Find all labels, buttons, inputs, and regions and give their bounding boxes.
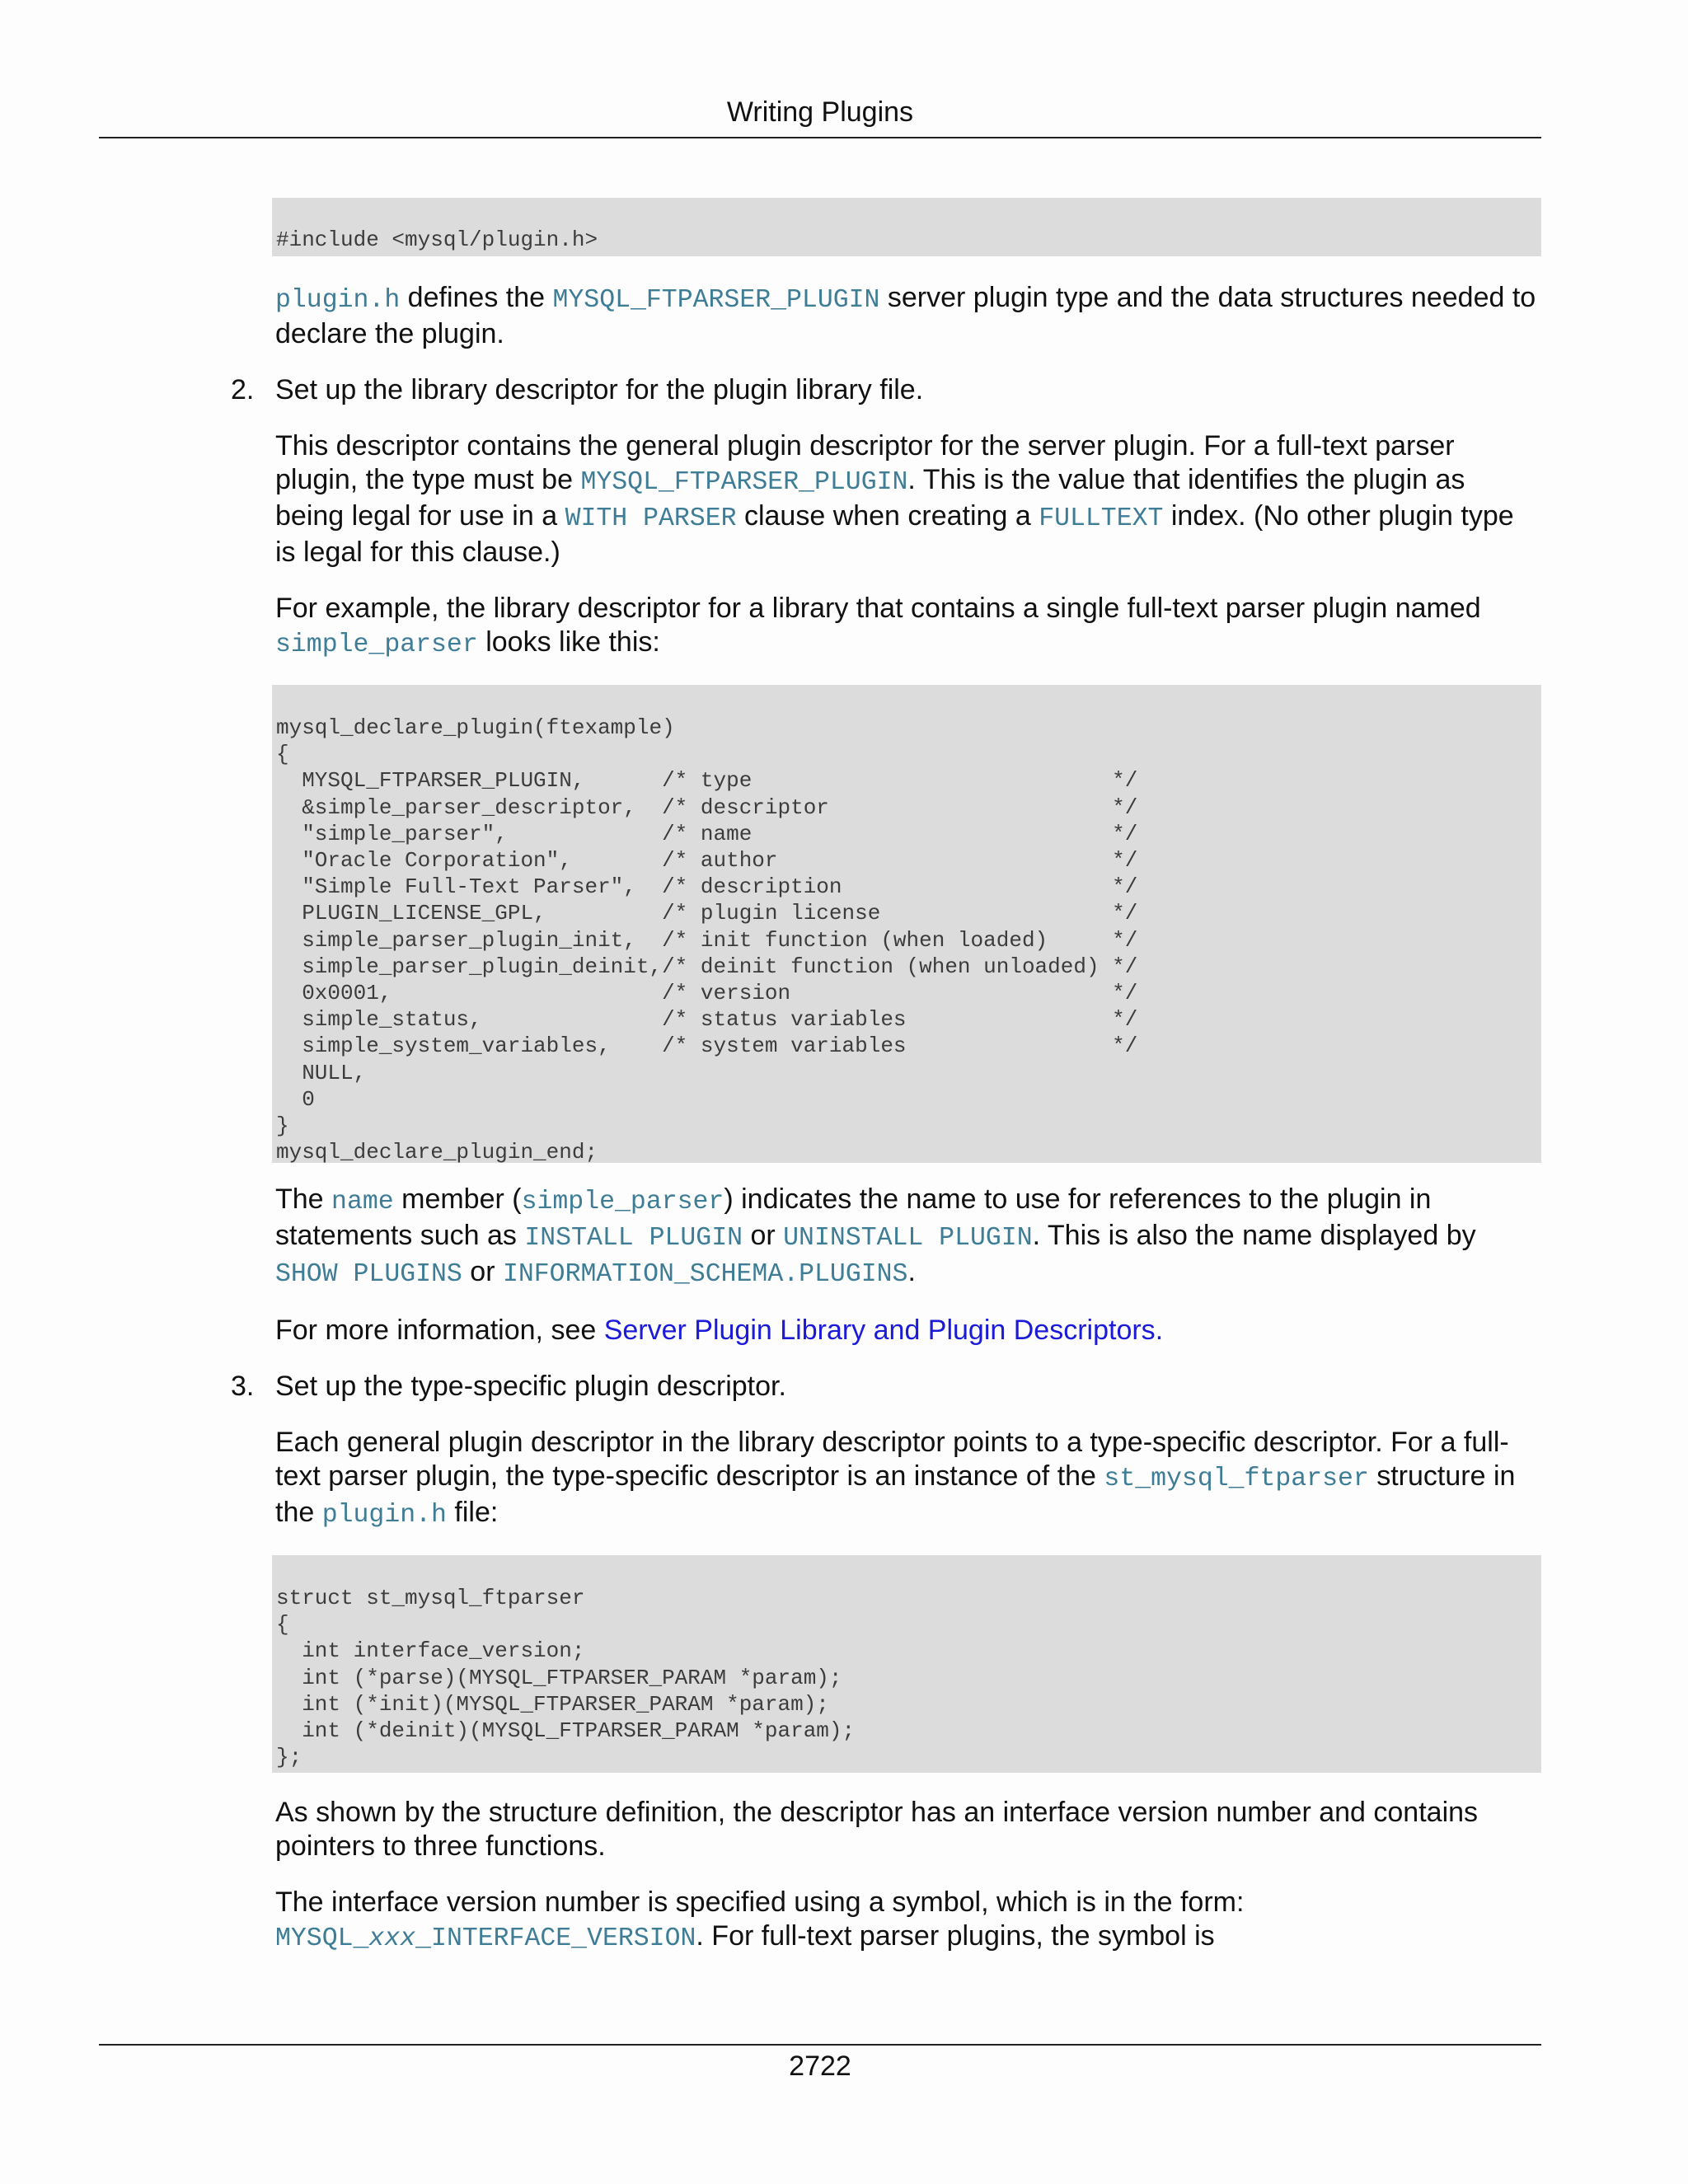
code-block-include: #include <mysql/plugin.h>	[272, 198, 1541, 256]
step-3	[231, 1370, 1541, 1404]
code-plugin-h: plugin.h	[275, 286, 401, 315]
code-ftparser-plugin: MYSQL_FTPARSER_PLUGIN	[552, 286, 880, 315]
code-block-struct: struct st_mysql_ftparser { int interface_version; int (*parse)(MYSQL_FTPARSER_PARAM *param); int (*init)(MYSQL_FTPARSER_PARAM *param); int (*deinit)(MYSQL_FTPARSER_PARAM *param); };	[272, 1555, 1541, 1773]
link-server-plugin-library[interactable]: Server Plugin Library and Plugin Descriptors	[603, 1315, 1156, 1346]
step-2	[231, 373, 1541, 407]
page-content	[231, 198, 1541, 1956]
paragraph-plugin-h: plugin.h defines the MYSQL_FTPARSER_PLUGIN server plugin type and the data structures needed to declare the plugin.	[275, 282, 1536, 349]
paragraph-shown-by: As shown by the structure definition, the descriptor has an interface version number and contains pointers to three functions.	[275, 1797, 1479, 1862]
step-2-text: Set up the library descriptor for the plugin library file.	[275, 374, 924, 405]
paragraph-each-descriptor: Each general plugin descriptor in the library descriptor points to a type-specific descriptor. For a full-text parser plugin, the type-specific descriptor is an instance of the st_mysql_ftparser structure in the plugin.h file:	[275, 1427, 1516, 1530]
page-number: 2722	[789, 2050, 851, 2082]
page-header: Writing Plugins	[726, 96, 914, 128]
paragraph-descriptor: This descriptor contains the general plugin descriptor for the server plugin. For a full-text parser plugin, the type must be MYSQL_FTPARSER_PLUGIN. This is the value that identifies the plugin as being legal for use in a WITH PARSER clause when creating a FULLTEXT index. (No other plugin type is legal for this clause.)	[275, 430, 1514, 568]
step-2-number: 2.	[231, 374, 255, 405]
footer-rule	[99, 2044, 1541, 2046]
step-3-number: 3.	[231, 1371, 255, 1402]
paragraph-name-member: The name member (simple_parser) indicates the name to use for references to the plugin in statements such as INSTALL PLUGIN or UNINSTALL PLUGIN. This is also the name displayed by SHOW PLUGINS or INFORMATION_SCHEMA.PLUGINS.	[275, 1183, 1476, 1289]
header-rule	[99, 137, 1541, 138]
code-block-declare-plugin: mysql_declare_plugin(ftexample) { MYSQL_FTPARSER_PLUGIN, /* type */ &simple_parser_descriptor, /* descriptor */ "simple_parser", /* name */ "Oracle Corporation", /* author */ "Simple Full-Text Parser", /* description */ PLUGIN_LICENSE_GPL, /* plugin license */ simple_parser_plugin_init, /* init function (when loaded) */ simple_parser_plugin_deinit,/* deinit function (when unloaded) */ 0x0001, /* version */ simple_status, /* status variables */ simple_system_variables, /* system variables */ NULL, 0 } mysql_declare_plugin_end;	[272, 685, 1541, 1163]
step-3-text: Set up the type-specific plugin descriptor.	[275, 1371, 786, 1402]
paragraph-example: For example, the library descriptor for a library that contains a single full-text parser plugin named simple_parser looks like this:	[275, 593, 1481, 659]
paragraph-interface-version: The interface version number is specified using a symbol, which is in the form: MYSQL_xxx_INTERFACE_VERSION. For full-text parser plugins, the symbol is	[275, 1886, 1245, 1953]
paragraph-more-info: For more information, see Server Plugin Library and Plugin Descriptors.	[275, 1315, 1164, 1346]
